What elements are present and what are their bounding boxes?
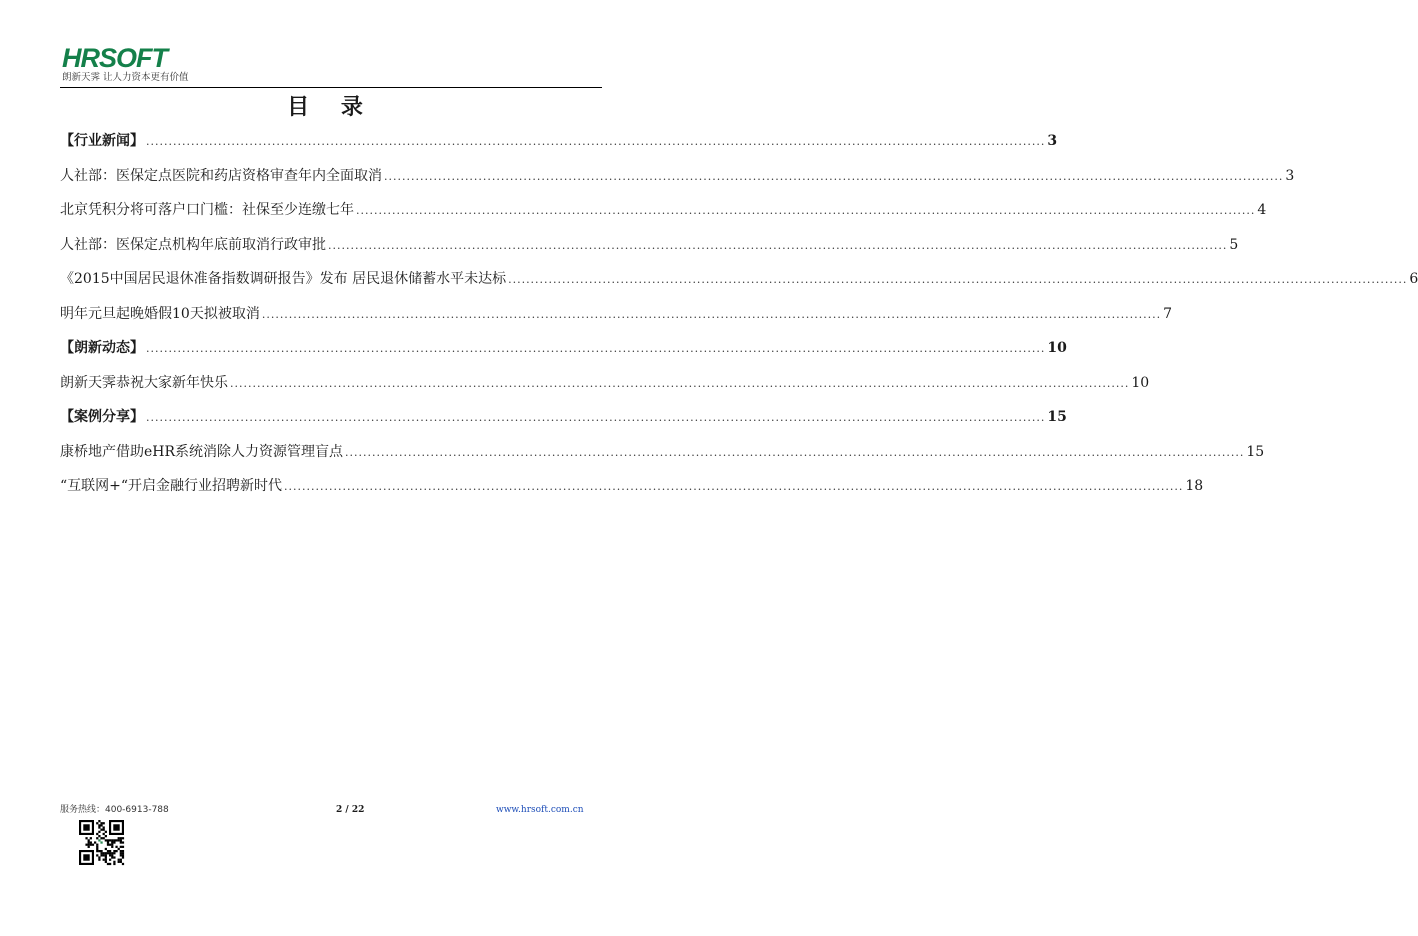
dot-leader: ........................................................................................................................................................................................................ (284, 480, 1184, 493)
qr-code-image (79, 820, 124, 865)
toc-page-number: 6 (1409, 271, 1418, 287)
toc-entry[interactable] (60, 302, 1173, 337)
toc-entry-title: 《2015中国居民退休准备指数调研报告》发布 居民退休储蓄水平未达标 (60, 271, 507, 287)
hrsoft-logo (60, 42, 200, 88)
page-footer (60, 804, 602, 818)
dot-leader: ........................................................................................................................................................................................................ (146, 411, 1046, 424)
toc-section-heading[interactable] (60, 129, 1058, 164)
logo-tagline: 朗新天霁 让人力资本更有价值 (62, 72, 189, 83)
header-divider (60, 87, 602, 88)
dot-leader: ........................................................................................................................................................................................................ (356, 204, 1256, 217)
toc-page-number: 15 (1047, 409, 1067, 425)
toc-entry-title: 朗新天霁恭祝大家新年快乐 (60, 374, 228, 391)
toc-page-number: 3 (1285, 167, 1295, 184)
toc-page-number: 10 (1131, 374, 1150, 391)
toc-entry[interactable] (60, 164, 1295, 199)
toc-page-number: 7 (1163, 305, 1173, 322)
page-header (60, 42, 602, 88)
toc-page-number: 18 (1185, 478, 1204, 494)
toc-page-number: 5 (1229, 236, 1239, 253)
toc-entry-title: 康桥地产借助eHR系统消除人力资源管理盲点 (60, 443, 344, 460)
dot-leader: ........................................................................................................................................................................................................ (230, 376, 1130, 390)
table-of-contents (60, 129, 1418, 509)
toc-title: 目 录 (287, 95, 375, 120)
dot-leader: ........................................................................................................................................................................................................ (328, 238, 1228, 252)
toc-entry[interactable] (60, 474, 1204, 509)
toc-entry[interactable] (60, 233, 1239, 268)
toc-entry[interactable] (60, 267, 1418, 302)
toc-entry[interactable] (60, 198, 1267, 233)
dot-leader: ........................................................................................................................................................................................................ (345, 445, 1245, 459)
toc-entry-title: 【案例分享】 (60, 409, 144, 425)
page-indicator: 2 / 22 (336, 805, 365, 815)
toc-entry-title: 【行业新闻】 (60, 133, 144, 149)
toc-page-number: 3 (1047, 133, 1058, 149)
dot-leader: ........................................................................................................................................................................................................ (146, 342, 1046, 355)
toc-entry-title: 人社部：医保定点机构年底前取消行政审批 (60, 236, 326, 253)
toc-section-heading[interactable] (60, 405, 1067, 440)
toc-page-number: 10 (1047, 340, 1067, 356)
dot-leader: ........................................................................................................................................................................................................ (508, 273, 1408, 286)
logo-wordmark: HRSOFT (62, 43, 167, 73)
toc-page-number: 4 (1257, 202, 1267, 218)
toc-entry-title: 明年元旦起晚婚假10天拟被取消 (60, 305, 260, 322)
toc-entry-title: 【朗新动态】 (60, 340, 144, 356)
dot-leader: ........................................................................................................................................................................................................ (146, 135, 1046, 148)
toc-entry-title: 北京凭积分将可落户口门槛：社保至少连缴七年 (60, 202, 354, 218)
toc-section-heading[interactable] (60, 336, 1067, 371)
dot-leader: ........................................................................................................................................................................................................ (261, 307, 1162, 321)
service-hotline: 服务热线：400-6913-788 (60, 805, 169, 815)
dot-leader: ........................................................................................................................................................................................................ (384, 169, 1284, 183)
toc-entry-title: 人社部：医保定点医院和药店资格审查年内全面取消 (60, 167, 382, 184)
toc-page-number: 15 (1246, 443, 1265, 460)
website-link[interactable]: www.hrsoft.com.cn (496, 805, 584, 815)
toc-entry-title: “互联网+“开启金融行业招聘新时代 (60, 478, 283, 494)
toc-entry[interactable] (60, 371, 1150, 406)
toc-entry[interactable] (60, 440, 1265, 475)
